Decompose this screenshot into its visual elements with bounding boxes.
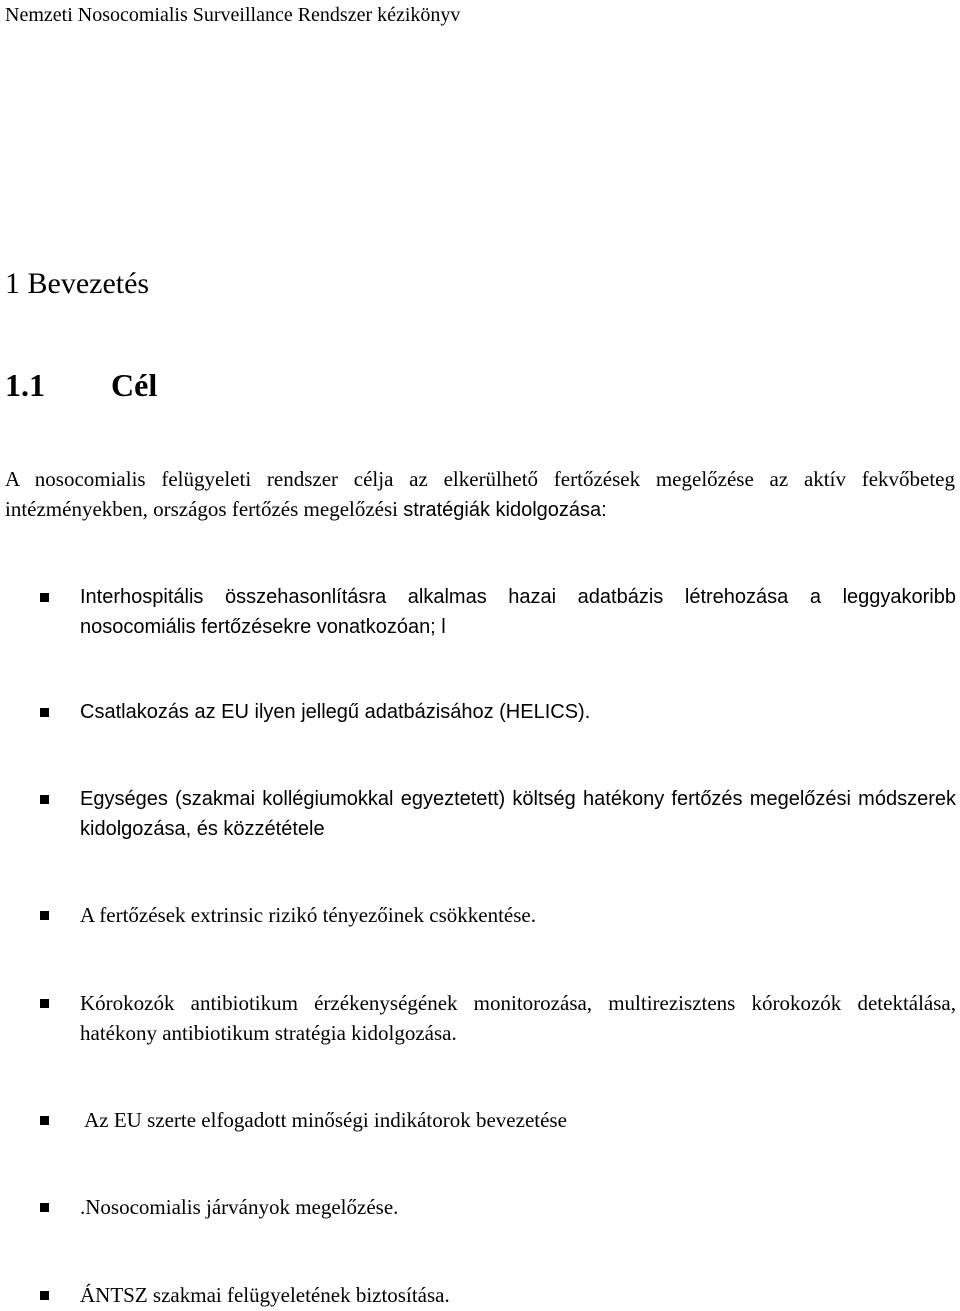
list-item-text: Egységes (szakmai kollégiumokkal egyeztetett) költség hatékony fertőzés megelőzési módszerek kidolgozása, és közzététele bbox=[80, 788, 956, 840]
list-item-text: ÁNTSZ szakmai felügyeletének biztosítása. bbox=[80, 1283, 450, 1307]
list-item-text: Csatlakozás az EU ilyen jellegű adatbázisához (HELICS). bbox=[80, 701, 591, 723]
square-bullet-icon bbox=[40, 708, 49, 717]
square-bullet-icon bbox=[40, 1291, 49, 1300]
square-bullet-icon bbox=[40, 1203, 49, 1212]
list-item-text: Kórokozók antibiotikum érzékenységének monitorozása, multirezisztens kórokozók detektálása, hatékony antibiotikum stratégia kidolgozása. bbox=[80, 991, 956, 1045]
chapter-title: 1 Bevezetés bbox=[5, 267, 150, 300]
list-item-text: Interhospitális összehasonlításra alkalmas hazai adatbázis létrehozása a leggyakoribb nosocomiális fertőzésekre vonatkozóan; l bbox=[80, 586, 956, 638]
square-bullet-icon bbox=[40, 999, 49, 1008]
list-item-text: A fertőzések extrinsic rizikó tényezőinek csökkentése. bbox=[80, 903, 536, 927]
intro-paragraph bbox=[5, 464, 955, 525]
running-header: Nemzeti Nosocomialis Surveillance Rendszer kézikönyv bbox=[5, 4, 461, 26]
section-title: Cél bbox=[111, 367, 158, 403]
square-bullet-icon bbox=[40, 795, 49, 804]
square-bullet-icon bbox=[40, 1116, 49, 1125]
square-bullet-icon bbox=[40, 911, 49, 920]
intro-tail: stratégiák kidolgozása: bbox=[403, 499, 607, 521]
section-heading bbox=[5, 365, 157, 405]
intro-lead: A nosocomialis felügyeleti rendszer célja az elkerülhető fertőzések megelőzése az aktív fekvőbeteg intézményekben, országos fertőzés megelőzési bbox=[5, 467, 955, 521]
square-bullet-icon bbox=[40, 593, 49, 602]
list-item-text: Az EU szerte elfogadott minőségi indikátorok bevezetése bbox=[80, 1108, 567, 1132]
section-number: 1.1 bbox=[5, 367, 45, 403]
list-item-text: .Nosocomialis járványok megelőzése. bbox=[80, 1195, 399, 1219]
